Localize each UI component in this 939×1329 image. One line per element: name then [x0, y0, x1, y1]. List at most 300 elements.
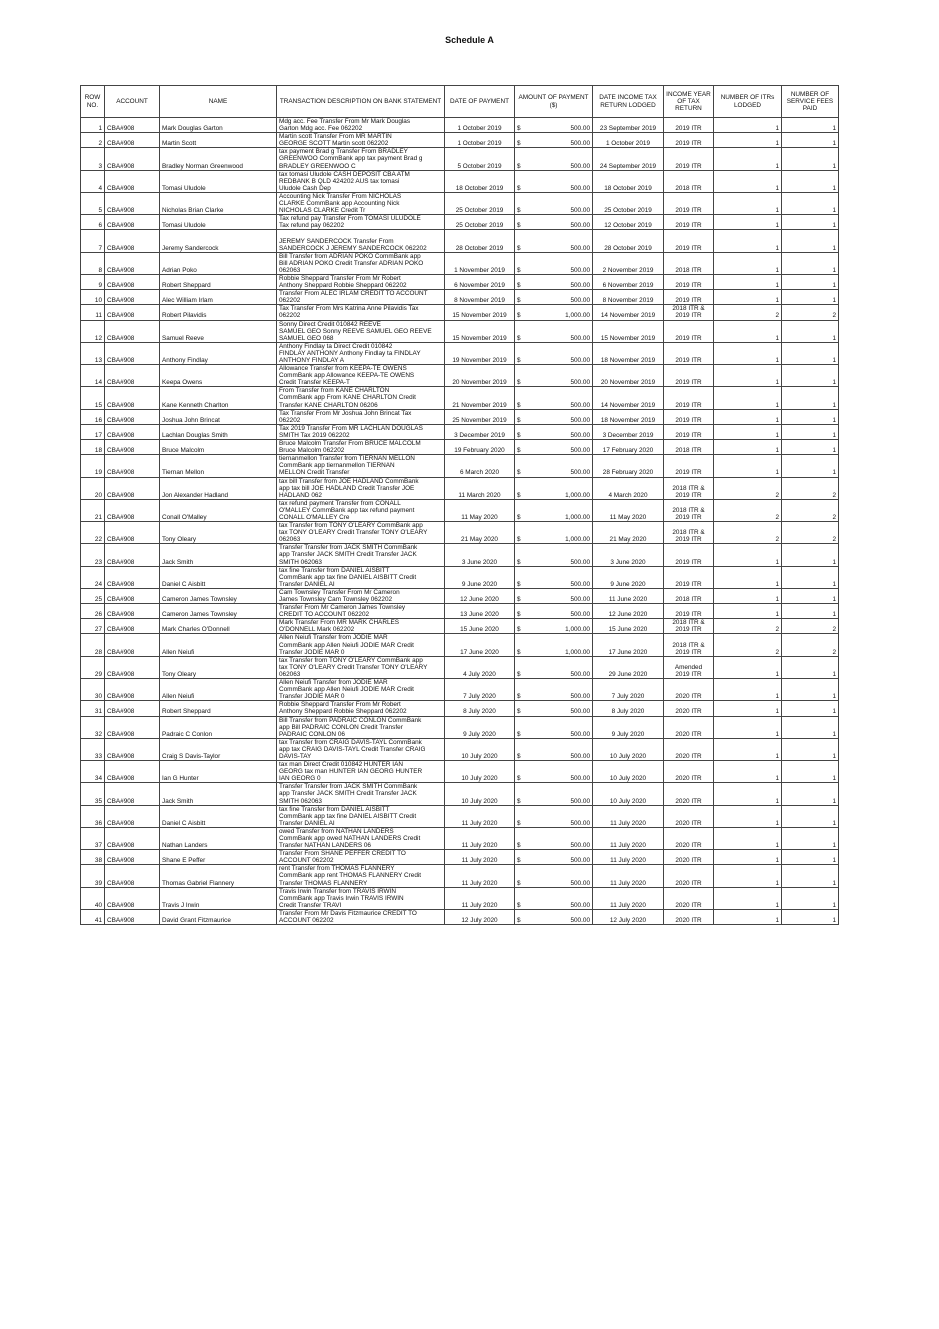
- lodged-date-cell: 28 February 2020: [593, 455, 664, 477]
- itrs-count-cell: 2: [714, 522, 782, 544]
- row-number: 29: [81, 656, 105, 678]
- income-year-cell: 2019 ITR: [664, 409, 714, 424]
- table-row: [81, 424, 839, 439]
- description-cell: Transfer Transfer from JACK SMITH CommBank app Transfer JACK SMITH Credit Transfer JACK SMITH 062063: [277, 544, 445, 566]
- fees-count-cell: 1: [782, 387, 839, 409]
- income-year-cell: 2020 ITR: [664, 909, 714, 924]
- fees-count-cell: 1: [782, 118, 839, 133]
- amount-cell: [515, 118, 593, 133]
- table-row: [81, 290, 839, 305]
- amount-value: 500.00: [570, 580, 590, 588]
- table-row: [81, 522, 839, 544]
- description-cell: Robbie Sheppard Transfer From Mr Robert Anthony Sheppard Robbie Sheppard 062202: [277, 274, 445, 289]
- payment-date-cell: 3 June 2020: [445, 544, 515, 566]
- row-number: 2: [81, 133, 105, 148]
- amount-value: 500.00: [570, 162, 590, 170]
- itrs-count-cell: 2: [714, 305, 782, 320]
- header-num-fees: NUMBER OF SERVICE FEES PAID: [782, 86, 839, 118]
- payment-date-cell: 13 June 2020: [445, 604, 515, 619]
- currency-symbol: $: [517, 536, 521, 544]
- currency-symbol: $: [517, 708, 521, 716]
- income-year-cell: 2020 ITR: [664, 701, 714, 716]
- table-row: [81, 850, 839, 865]
- fees-count-cell: 1: [782, 440, 839, 455]
- amount-cell: [515, 342, 593, 364]
- fees-count-cell: 1: [782, 909, 839, 924]
- row-number: 9: [81, 274, 105, 289]
- account-cell: CBA#908: [105, 274, 160, 289]
- currency-symbol: $: [517, 416, 521, 424]
- name-cell: Kane Kenneth Charlton: [160, 387, 277, 409]
- payment-date-cell: 10 July 2020: [445, 738, 515, 760]
- lodged-date-cell: 11 July 2020: [593, 827, 664, 849]
- amount-value: 500.00: [570, 469, 590, 477]
- description-cell: JEREMY SANDERCOCK Transfer From SANDERCOCK J JEREMY SANDERCOCK 062202: [277, 230, 445, 252]
- name-cell: Jack Smith: [160, 544, 277, 566]
- currency-symbol: $: [517, 222, 521, 230]
- table-row: [81, 215, 839, 230]
- income-year-cell: 2020 ITR: [664, 738, 714, 760]
- lodged-date-cell: 6 November 2019: [593, 274, 664, 289]
- name-cell: Padraic C Conlon: [160, 716, 277, 738]
- amount-cell: [515, 656, 593, 678]
- lodged-date-cell: 8 July 2020: [593, 701, 664, 716]
- lodged-date-cell: 11 June 2020: [593, 588, 664, 603]
- lodged-date-cell: 28 October 2019: [593, 230, 664, 252]
- itrs-count-cell: 1: [714, 656, 782, 678]
- name-cell: Robert Sheppard: [160, 274, 277, 289]
- fees-count-cell: 1: [782, 192, 839, 214]
- fees-count-cell: 1: [782, 805, 839, 827]
- amount-value: 500.00: [570, 901, 590, 909]
- table-row: [81, 716, 839, 738]
- fees-count-cell: 1: [782, 342, 839, 364]
- payment-date-cell: 15 November 2019: [445, 320, 515, 342]
- description-cell: Transfer From Mr Davis Fitzmaurice CREDIT TO ACCOUNT 062202: [277, 909, 445, 924]
- description-cell: Tax Transfer From Mrs Katrina Anne Pilavidis Tax 062202: [277, 305, 445, 320]
- amount-cell: [515, 827, 593, 849]
- amount-value: 500.00: [570, 730, 590, 738]
- fees-count-cell: 1: [782, 133, 839, 148]
- payment-date-cell: 3 December 2019: [445, 424, 515, 439]
- row-number: 25: [81, 588, 105, 603]
- itrs-count-cell: 1: [714, 566, 782, 588]
- table-row: [81, 619, 839, 634]
- amount-cell: [515, 440, 593, 455]
- table-row: [81, 544, 839, 566]
- fees-count-cell: 1: [782, 783, 839, 805]
- row-number: 21: [81, 499, 105, 521]
- name-cell: Samuel Reeve: [160, 320, 277, 342]
- currency-symbol: $: [517, 626, 521, 634]
- currency-symbol: $: [517, 207, 521, 215]
- account-cell: CBA#908: [105, 342, 160, 364]
- description-cell: Allen Neiufi Transfer from JODIE MAR CommBank app Allen Neiufi JODIE MAR Credit Transfer JODIE MAR 0: [277, 634, 445, 656]
- income-year-cell: 2019 ITR: [664, 118, 714, 133]
- account-cell: CBA#908: [105, 455, 160, 477]
- name-cell: Joshua John Brincat: [160, 409, 277, 424]
- income-year-cell: 2019 ITR: [664, 604, 714, 619]
- income-year-cell: 2019 ITR: [664, 387, 714, 409]
- income-year-cell: 2019 ITR: [664, 230, 714, 252]
- row-number: 30: [81, 679, 105, 701]
- amount-value: 500.00: [570, 775, 590, 783]
- description-cell: From Transfer from KANE CHARLTON CommBank app From KANE CHARLTON Credit Transfer KANE CHARLTON 06206: [277, 387, 445, 409]
- amount-value: 1,000.00: [565, 536, 590, 544]
- currency-symbol: $: [517, 491, 521, 499]
- amount-cell: [515, 619, 593, 634]
- row-number: 11: [81, 305, 105, 320]
- description-cell: Robbie Sheppard Transfer From Mr Robert Anthony Sheppard Robbie Sheppard 062202: [277, 701, 445, 716]
- currency-symbol: $: [517, 184, 521, 192]
- amount-value: 500.00: [570, 797, 590, 805]
- amount-value: 500.00: [570, 431, 590, 439]
- fees-count-cell: 1: [782, 701, 839, 716]
- fees-count-cell: 1: [782, 455, 839, 477]
- table-row: [81, 701, 839, 716]
- payment-date-cell: 11 July 2020: [445, 850, 515, 865]
- account-cell: CBA#908: [105, 440, 160, 455]
- lodged-date-cell: 11 July 2020: [593, 805, 664, 827]
- amount-cell: [515, 679, 593, 701]
- lodged-date-cell: 29 June 2020: [593, 656, 664, 678]
- header-income-year: INCOME YEAR OF TAX RETURN: [664, 86, 714, 118]
- amount-value: 500.00: [570, 266, 590, 274]
- fees-count-cell: 1: [782, 679, 839, 701]
- income-year-cell: 2018 ITR: [664, 588, 714, 603]
- income-year-cell: 2018 ITR & 2019 ITR: [664, 499, 714, 521]
- payment-date-cell: 9 July 2020: [445, 716, 515, 738]
- itrs-count-cell: 1: [714, 679, 782, 701]
- header-row-no: ROW NO.: [81, 86, 105, 118]
- amount-value: 500.00: [570, 416, 590, 424]
- amount-cell: [515, 544, 593, 566]
- fees-count-cell: 2: [782, 499, 839, 521]
- itrs-count-cell: 1: [714, 409, 782, 424]
- currency-symbol: $: [517, 431, 521, 439]
- amount-value: 1,000.00: [565, 513, 590, 521]
- name-cell: Tony Oleary: [160, 522, 277, 544]
- amount-value: 500.00: [570, 184, 590, 192]
- income-year-cell: 2019 ITR: [664, 133, 714, 148]
- payment-date-cell: 11 July 2020: [445, 805, 515, 827]
- lodged-date-cell: 12 July 2020: [593, 909, 664, 924]
- description-cell: Transfer From ALEC IRLAM CREDIT TO ACCOUNT 062202: [277, 290, 445, 305]
- amount-cell: [515, 148, 593, 170]
- fees-count-cell: 1: [782, 544, 839, 566]
- amount-value: 500.00: [570, 222, 590, 230]
- payment-date-cell: 1 October 2019: [445, 133, 515, 148]
- amount-value: 500.00: [570, 558, 590, 566]
- header-amount: AMOUNT OF PAYMENT ($): [515, 86, 593, 118]
- name-cell: Thomas Gabriel Flannery: [160, 865, 277, 887]
- amount-cell: [515, 455, 593, 477]
- account-cell: CBA#908: [105, 850, 160, 865]
- fees-count-cell: 1: [782, 827, 839, 849]
- payment-date-cell: 21 May 2020: [445, 522, 515, 544]
- header-date-of-payment: DATE OF PAYMENT: [445, 86, 515, 118]
- income-year-cell: 2019 ITR: [664, 365, 714, 387]
- table-row: [81, 865, 839, 887]
- itrs-count-cell: 1: [714, 440, 782, 455]
- itrs-count-cell: 1: [714, 192, 782, 214]
- row-number: 14: [81, 365, 105, 387]
- row-number: 32: [81, 716, 105, 738]
- lodged-date-cell: 18 October 2019: [593, 170, 664, 192]
- fees-count-cell: 1: [782, 716, 839, 738]
- header-row: [81, 86, 839, 118]
- amount-cell: [515, 252, 593, 274]
- amount-cell: [515, 522, 593, 544]
- row-number: 7: [81, 230, 105, 252]
- row-number: 15: [81, 387, 105, 409]
- account-cell: CBA#908: [105, 679, 160, 701]
- name-cell: Robert Sheppard: [160, 701, 277, 716]
- fees-count-cell: 1: [782, 365, 839, 387]
- amount-value: 500.00: [570, 125, 590, 133]
- account-cell: CBA#908: [105, 230, 160, 252]
- fees-count-cell: 1: [782, 738, 839, 760]
- amount-cell: [515, 274, 593, 289]
- amount-cell: [515, 566, 593, 588]
- row-number: 17: [81, 424, 105, 439]
- lodged-date-cell: 12 October 2019: [593, 215, 664, 230]
- name-cell: Travis J Irwin: [160, 887, 277, 909]
- table-row: [81, 656, 839, 678]
- itrs-count-cell: 1: [714, 805, 782, 827]
- table-row: [81, 365, 839, 387]
- row-number: 31: [81, 701, 105, 716]
- row-number: 5: [81, 192, 105, 214]
- income-year-cell: 2018 ITR & 2019 ITR: [664, 477, 714, 499]
- name-cell: Cameron James Townsley: [160, 588, 277, 603]
- account-cell: CBA#908: [105, 544, 160, 566]
- income-year-cell: 2020 ITR: [664, 865, 714, 887]
- income-year-cell: 2018 ITR & 2019 ITR: [664, 305, 714, 320]
- itrs-count-cell: 1: [714, 865, 782, 887]
- name-cell: Lachlan Douglas Smith: [160, 424, 277, 439]
- amount-value: 500.00: [570, 379, 590, 387]
- currency-symbol: $: [517, 693, 521, 701]
- name-cell: Allen Neiufi: [160, 634, 277, 656]
- account-cell: CBA#908: [105, 215, 160, 230]
- name-cell: Allen Neiufi: [160, 679, 277, 701]
- amount-cell: [515, 290, 593, 305]
- amount-value: 1,000.00: [565, 648, 590, 656]
- fees-count-cell: 1: [782, 320, 839, 342]
- payment-date-cell: 28 October 2019: [445, 230, 515, 252]
- name-cell: Jon Alexander Hadland: [160, 477, 277, 499]
- account-cell: CBA#908: [105, 909, 160, 924]
- table-row: [81, 887, 839, 909]
- description-cell: Transfer From SHANE PEFFER CREDIT TO ACCOUNT 062202: [277, 850, 445, 865]
- row-number: 37: [81, 827, 105, 849]
- currency-symbol: $: [517, 312, 521, 320]
- payment-date-cell: 4 July 2020: [445, 656, 515, 678]
- amount-cell: [515, 192, 593, 214]
- amount-value: 500.00: [570, 297, 590, 305]
- amount-value: 500.00: [570, 879, 590, 887]
- row-number: 22: [81, 522, 105, 544]
- account-cell: CBA#908: [105, 738, 160, 760]
- fees-count-cell: 1: [782, 865, 839, 887]
- payment-date-cell: 15 June 2020: [445, 619, 515, 634]
- currency-symbol: $: [517, 244, 521, 252]
- itrs-count-cell: 1: [714, 387, 782, 409]
- description-cell: Travis Irwin Transfer from TRAVIS IRWIN CommBank app Travis Irwin TRAVIS IRWIN Credit Transfer TRAVI: [277, 887, 445, 909]
- account-cell: CBA#908: [105, 566, 160, 588]
- name-cell: Cameron James Townsley: [160, 604, 277, 619]
- amount-value: 500.00: [570, 670, 590, 678]
- description-cell: Cam Townsley Transfer From Mr Cameron James Townsley Cam Townsley 062202: [277, 588, 445, 603]
- account-cell: CBA#908: [105, 424, 160, 439]
- fees-count-cell: 1: [782, 656, 839, 678]
- payment-date-cell: 12 June 2020: [445, 588, 515, 603]
- payment-date-cell: 1 November 2019: [445, 252, 515, 274]
- payment-date-cell: 5 October 2019: [445, 148, 515, 170]
- table-row: [81, 909, 839, 924]
- name-cell: Martin Scott: [160, 133, 277, 148]
- table-row: [81, 634, 839, 656]
- lodged-date-cell: 10 July 2020: [593, 783, 664, 805]
- currency-symbol: $: [517, 797, 521, 805]
- fees-count-cell: 1: [782, 761, 839, 783]
- payment-date-cell: 8 July 2020: [445, 701, 515, 716]
- name-cell: Alec William Irlam: [160, 290, 277, 305]
- account-cell: CBA#908: [105, 783, 160, 805]
- name-cell: David Grant Fitzmaurice: [160, 909, 277, 924]
- amount-value: 1,000.00: [565, 491, 590, 499]
- description-cell: Mdg acc. Fee Transfer From Mr Mark Douglas Garton Mdg acc. Fee 062202: [277, 118, 445, 133]
- account-cell: CBA#908: [105, 522, 160, 544]
- amount-cell: [515, 215, 593, 230]
- fees-count-cell: 2: [782, 305, 839, 320]
- description-cell: Allen Neiufi Transfer from JODIE MAR CommBank app Allen Neiufi JODIE MAR Credit Transfer JODIE MAR 0: [277, 679, 445, 701]
- payment-date-cell: 20 November 2019: [445, 365, 515, 387]
- itrs-count-cell: 1: [714, 701, 782, 716]
- row-number: 6: [81, 215, 105, 230]
- itrs-count-cell: 2: [714, 619, 782, 634]
- name-cell: Jack Smith: [160, 783, 277, 805]
- header-date-lodged: DATE INCOME TAX RETURN LODGED: [593, 86, 664, 118]
- description-cell: Mark Transfer From MR MARK CHARLES O'DONNELL Mark 062202: [277, 619, 445, 634]
- amount-value: 500.00: [570, 857, 590, 865]
- row-number: 23: [81, 544, 105, 566]
- row-number: 12: [81, 320, 105, 342]
- name-cell: Daniel C Aisbitt: [160, 566, 277, 588]
- description-cell: tax payment Brad g Transfer From BRADLEY GREENWOO CommBank app tax payment Brad g BRADLEY GREENWOO C: [277, 148, 445, 170]
- lodged-date-cell: 11 July 2020: [593, 850, 664, 865]
- income-year-cell: 2020 ITR: [664, 850, 714, 865]
- currency-symbol: $: [517, 752, 521, 760]
- description-cell: Martin scott Transfer From MR MARTIN GEORGE SCOTT Martin scott 062202: [277, 133, 445, 148]
- row-number: 13: [81, 342, 105, 364]
- row-number: 8: [81, 252, 105, 274]
- amount-cell: [515, 230, 593, 252]
- fees-count-cell: 1: [782, 424, 839, 439]
- amount-cell: [515, 701, 593, 716]
- itrs-count-cell: 1: [714, 716, 782, 738]
- account-cell: CBA#908: [105, 634, 160, 656]
- itrs-count-cell: 1: [714, 118, 782, 133]
- lodged-date-cell: 11 May 2020: [593, 499, 664, 521]
- payment-date-cell: 11 July 2020: [445, 865, 515, 887]
- currency-symbol: $: [517, 266, 521, 274]
- amount-cell: [515, 909, 593, 924]
- payment-date-cell: 11 July 2020: [445, 887, 515, 909]
- income-year-cell: 2019 ITR: [664, 274, 714, 289]
- table-row: [81, 274, 839, 289]
- itrs-count-cell: 2: [714, 634, 782, 656]
- itrs-count-cell: 1: [714, 783, 782, 805]
- lodged-date-cell: 11 July 2020: [593, 865, 664, 887]
- currency-symbol: $: [517, 401, 521, 409]
- payment-date-cell: 17 June 2020: [445, 634, 515, 656]
- account-cell: CBA#908: [105, 148, 160, 170]
- account-cell: CBA#908: [105, 118, 160, 133]
- income-year-cell: 2019 ITR: [664, 455, 714, 477]
- fees-count-cell: 2: [782, 619, 839, 634]
- table-row: [81, 133, 839, 148]
- description-cell: owed Transfer from NATHAN LANDERS CommBank app owed NATHAN LANDERS Credit Transfer NATHAN LANDERS 06: [277, 827, 445, 849]
- lodged-date-cell: 9 July 2020: [593, 716, 664, 738]
- description-cell: rent Transfer from THOMAS FLANNERY CommBank app rent THOMAS FLANNERY Credit Transfer THOMAS FLANNERY: [277, 865, 445, 887]
- amount-value: 500.00: [570, 401, 590, 409]
- table-row: [81, 477, 839, 499]
- row-number: 39: [81, 865, 105, 887]
- row-number: 4: [81, 170, 105, 192]
- account-cell: CBA#908: [105, 365, 160, 387]
- itrs-count-cell: 1: [714, 544, 782, 566]
- name-cell: Robert Pilavidis: [160, 305, 277, 320]
- itrs-count-cell: 1: [714, 170, 782, 192]
- fees-count-cell: 1: [782, 409, 839, 424]
- currency-symbol: $: [517, 357, 521, 364]
- fees-count-cell: 1: [782, 230, 839, 252]
- description-cell: Bill Transfer from PADRAIC CONLON CommBank app Bill PADRAIC CONLON Credit Transfer PADRAIC CONLON 06: [277, 716, 445, 738]
- row-number: 35: [81, 783, 105, 805]
- table-row: [81, 761, 839, 783]
- income-year-cell: 2019 ITR: [664, 566, 714, 588]
- account-cell: CBA#908: [105, 192, 160, 214]
- name-cell: Ian G Hunter: [160, 761, 277, 783]
- amount-cell: [515, 477, 593, 499]
- income-year-cell: 2018 ITR: [664, 440, 714, 455]
- amount-value: 500.00: [570, 244, 590, 252]
- itrs-count-cell: 2: [714, 477, 782, 499]
- schedule-table: [80, 85, 839, 925]
- currency-symbol: $: [517, 558, 521, 566]
- table-row: [81, 387, 839, 409]
- payment-date-cell: 6 March 2020: [445, 455, 515, 477]
- lodged-date-cell: 9 June 2020: [593, 566, 664, 588]
- fees-count-cell: 1: [782, 170, 839, 192]
- row-number: 10: [81, 290, 105, 305]
- lodged-date-cell: 21 May 2020: [593, 522, 664, 544]
- amount-value: 500.00: [570, 819, 590, 827]
- amount-value: 500.00: [570, 447, 590, 455]
- row-number: 20: [81, 477, 105, 499]
- payment-date-cell: 12 July 2020: [445, 909, 515, 924]
- currency-symbol: $: [517, 447, 521, 455]
- row-number: 24: [81, 566, 105, 588]
- document-title: Schedule A: [445, 35, 494, 45]
- lodged-date-cell: 18 November 2019: [593, 342, 664, 364]
- currency-symbol: $: [517, 282, 521, 290]
- amount-cell: [515, 850, 593, 865]
- lodged-date-cell: 14 November 2019: [593, 305, 664, 320]
- payment-date-cell: 25 October 2019: [445, 192, 515, 214]
